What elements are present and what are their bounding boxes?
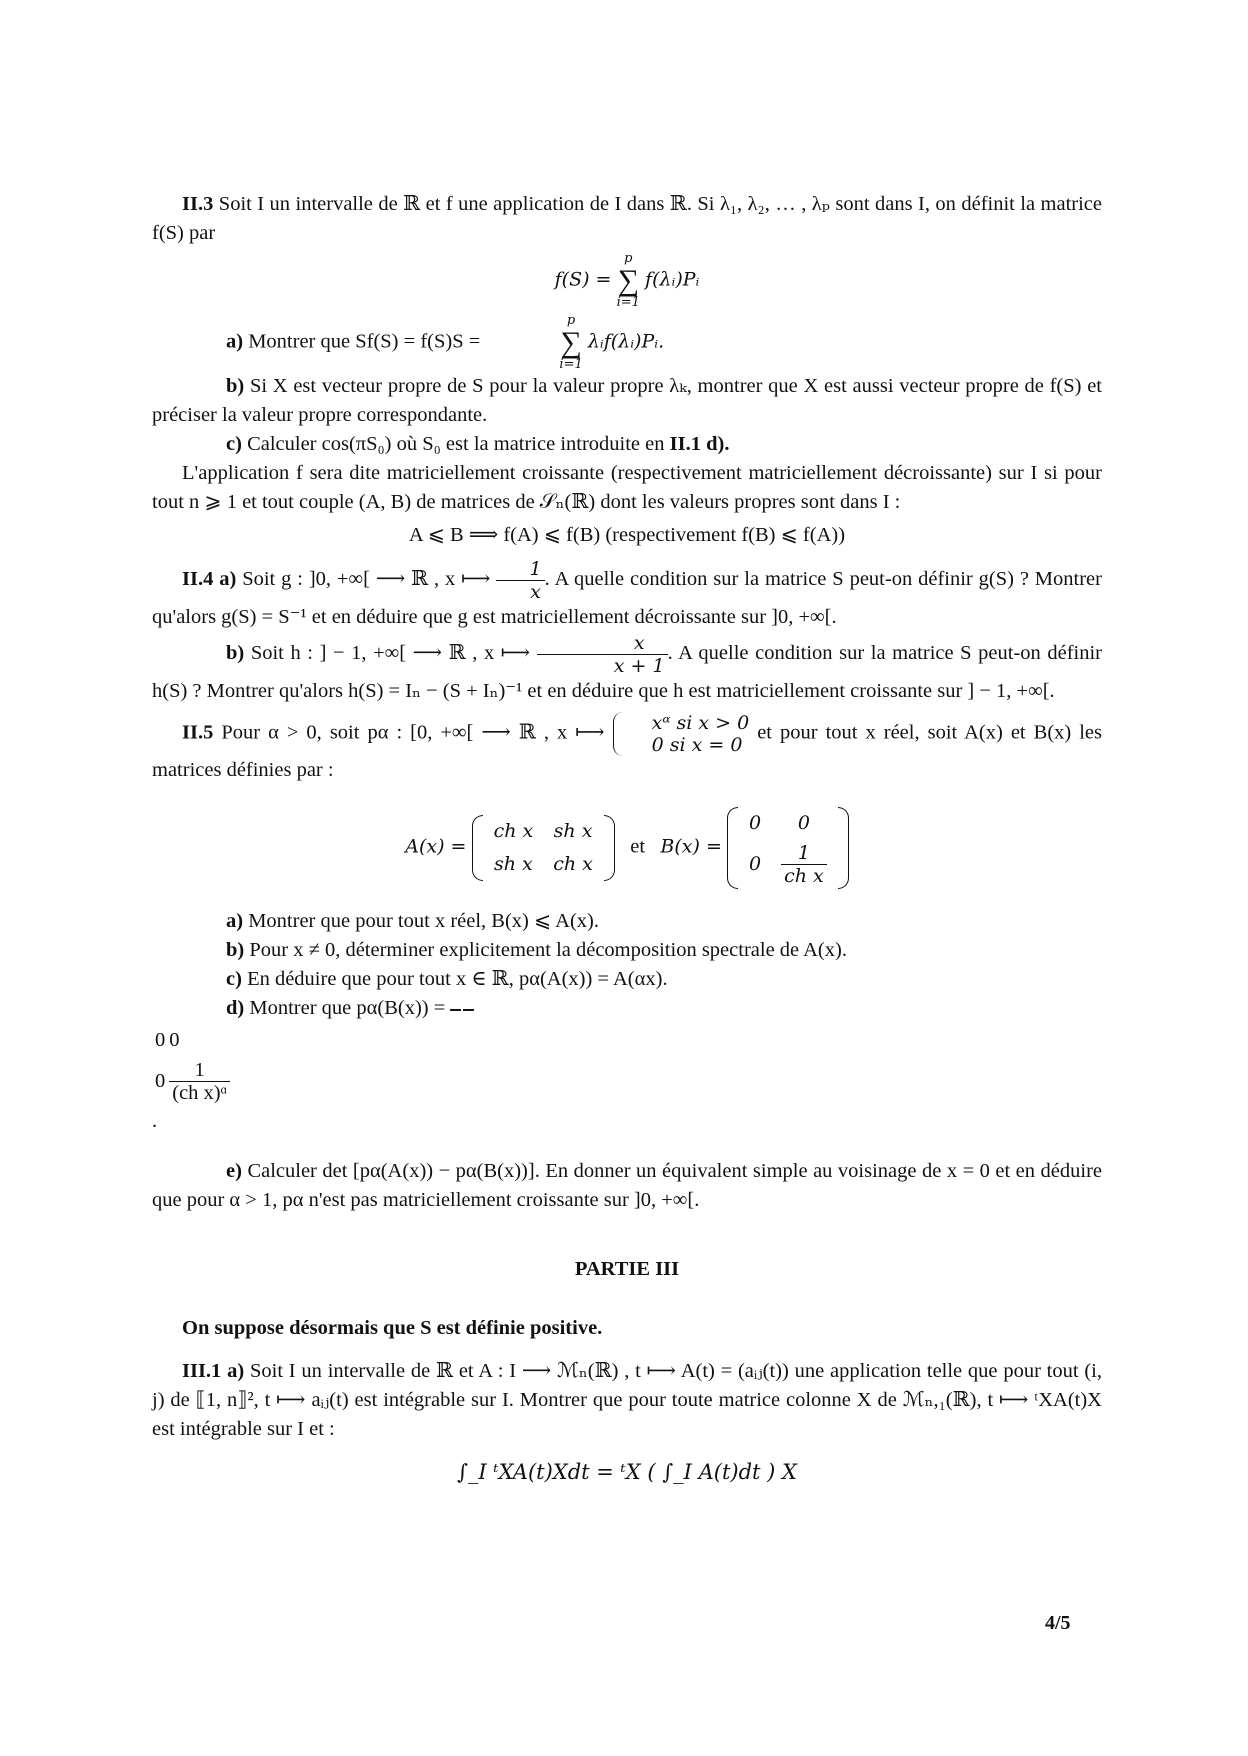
ii3-a bbox=[152, 314, 1102, 372]
ii5-b-label: b) bbox=[226, 939, 245, 961]
summation: p ∑ i=1 bbox=[485, 314, 582, 372]
fraction-denominator: x + 1 bbox=[613, 655, 665, 677]
ii5-d-text: Montrer que pα(B(x)) = bbox=[249, 997, 446, 1019]
ii3-c-label: c) bbox=[226, 433, 242, 455]
ii3-definition-implication: A ⩽ B ⟹ f(A) ⩽ f(B) (respectivement f(B) ⩽ f(A)) bbox=[408, 524, 846, 546]
matrix-B-22 bbox=[781, 842, 827, 887]
ii5-e bbox=[152, 1157, 1102, 1215]
ii3-c bbox=[152, 430, 1102, 459]
ii3-a-label: a) bbox=[226, 330, 244, 353]
ii5-a-text: Montrer que pour tout x réel, B(x) ⩽ A(x). bbox=[248, 910, 599, 932]
A-lhs: A(x) = bbox=[405, 835, 467, 858]
ii4-b-pre: Soit h : ] − 1, +∞[ ⟶ ℝ , x ⟼ bbox=[250, 642, 531, 665]
ii5-matrices bbox=[152, 807, 1102, 889]
ii5-c-text: En déduire que pour tout x ∈ ℝ, pα(A(x)) = A(αx). bbox=[247, 968, 668, 990]
matrix-B-12: 0 bbox=[797, 812, 810, 834]
ii3-eq-lhs: f(S) = bbox=[554, 268, 612, 291]
ii4-b-post: . A quelle condition sur la matrice S peut-on définir h(S) ? Montrer qu'alors h(S) = Iₙ − (S + Iₙ)⁻¹ et en déduire que h est matriciellement croissante sur ] − 1, +∞[. bbox=[152, 642, 1103, 702]
ii4-b bbox=[152, 632, 1102, 706]
ii3-c-ref: II.1 d). bbox=[669, 433, 730, 455]
iii1-integral-equation: ∫_I ᵗXA(t)Xdt = ᵗX ( ∫_I A(t)dt ) X bbox=[456, 1459, 797, 1484]
fraction-numerator: 1 bbox=[496, 558, 544, 581]
fraction-denominator: (ch x)ᵅ bbox=[172, 1082, 228, 1104]
ii3-a-text: Montrer que Sf(S) = f(S)S = bbox=[248, 330, 481, 353]
ii3-definition-equation bbox=[152, 252, 1102, 310]
ii3-b-label: b) bbox=[226, 375, 245, 397]
ii3-definition: L'application f sera dite matriciellement croissante (respectivement matriciellement décroissante) sur I si pour tout n ⩾ 1 et tout couple (A, B) de matrices de 𝒮ₙ(ℝ) dont les valeurs propres sont dans I : bbox=[152, 462, 1102, 513]
ii5-post: et pour tout x réel, soit A(x) et B(x) les matrices définies par : bbox=[152, 721, 1103, 781]
ii3-b bbox=[152, 372, 1102, 430]
matrix-pB-12: 0 bbox=[169, 1029, 180, 1051]
summation: p ∑ i=1 bbox=[616, 251, 640, 310]
sum-lower-limit: i=1 bbox=[616, 295, 640, 310]
ii5-b bbox=[152, 936, 1102, 965]
ii5-pre: Pour α > 0, soit pα : [0, +∞[ ⟶ ℝ , x ⟼ bbox=[221, 721, 605, 744]
sum-upper-limit: p bbox=[566, 313, 576, 328]
matrix-B-21: 0 bbox=[749, 853, 762, 875]
case-zero: 0 si x = 0 bbox=[651, 734, 743, 756]
B-lhs: B(x) = bbox=[660, 835, 722, 858]
iii1-label: III.1 a) bbox=[182, 1359, 245, 1382]
ii4-b-label: b) bbox=[226, 642, 245, 665]
ii3-b-text: Si X est vecteur propre de S pour la valeur propre λₖ, montrer que X est aussi vecteur propre de f(S) et préciser la valeur propre correspondante. bbox=[152, 375, 1103, 426]
matrix-pB-21: 0 bbox=[155, 1070, 166, 1092]
ii3-eq-rhs: f(λᵢ)Pᵢ bbox=[645, 268, 700, 291]
ii3-a-rhs: λᵢf(λᵢ)Pᵢ. bbox=[587, 330, 665, 353]
sum-upper-limit: p bbox=[624, 251, 633, 266]
document-page: II.3 Soit I un intervalle de ℝ et f une application de I dans ℝ. Si λ₁, λ₂, … , λₚ sont dans I, on définit la matrice f(S) par f(S) = p ∑ i=1 f(λᵢ)Pᵢ a) Montrer que Sf(S) = f(S)S = p ∑ i=1 λᵢf(λᵢ)Pᵢ. b) Si X est vecteur propre de S pour la valeur propre λₖ, montrer que X est aussi vecteur propre de f(S) et préciser la valeur propre correspondante. c) Calculer cos(πS₀) où S₀ est la matrice introduite en II.1 d). L'application f sera dite matriciellement croissante (respectivement matriciellement décroissante) sur I si pour tout n ⩾ 1 et tout couple (A, B) de matrices de 𝒮ₙ(ℝ) dont les valeurs propres sont dans I : A ⩽ B ⟹ f(A) ⩽ f(B) (respectivement f(B) ⩽ f(A)) II.4 a) Soit g : ]0, +∞[ ⟶ ℝ , x ⟼ $\frac{1}{x}$ . A quelle condition sur la matrice S peut-on définir g(S) ? Montrer qu'alors g(S) = S⁻¹ et en déduire que g est matriciellement décroissante sur ]0, +∞[. b) Soit h : ] − 1, +∞[ ⟶ ℝ , x ⟼ $\frac{x}{x + 1}$ . A quelle condition sur la matrice S peut-on définir h(S) ? Montrer qu'alors h(S) = Iₙ − (S + Iₙ)⁻¹ et en déduire que h est matriciellement croissante sur ] − 1, +∞[. II.5 Pour α > 0, soit pα : [0, +∞[ ⟶ ℝ , x ⟼ xᵅ si x > 0 0 si x = 0 et pour tout x réel, soit A(x) et B(x) les matrices définies par : A(x) = ch x sh x sh x ch x et B(x) = 0 0 0 $\frac{1}{\text{ch x}}$ a) Montrer que pour tout x réel, B(x) ⩽ A(x). b) Pour x ≠ 0, déterminer explicitement la décomposition spectrale de A(x). c) En déduire que pour tout x ∈ ℝ, pα(A(x)) = A(αx). d) Montrer que pα(B(x)) = 0 0 0 $\frac{1}{\text{(ch x)ᵅ}}$ . e) Calculer det [pα(A(x)) − pα(B(x))]. En donner un équivalent simple au voisinage de x = 0 et en déduire que pour α > 1, pα n'est pas matriciellement croissante sur ]0, +∞[. PARTIE III On suppose désormais que S est définie positive. III.1 a) Soit I un intervalle de ℝ et A : I ⟶ ℳₙ(ℝ) , t ⟼ A(t) = (aᵢⱼ(t)) une application telle que pour tout (i, j) de ⟦1, n⟧², t ⟼ aᵢⱼ(t) est intégrable sur I. Montrer que pour toute matrice colonne X de ℳₙ,₁(ℝ), t ⟼ ᵗXA(t)X est intégrable sur I et : ∫_I ᵗXA(t)Xdt = ᵗX ( ∫_I A(t)dt ) X bbox=[152, 190, 1102, 1491]
and-word: et bbox=[630, 835, 646, 858]
ii5-c bbox=[152, 965, 1102, 994]
ii4-a-post: . A quelle condition sur la matrice S peut-on définir g(S) ? Montrer qu'alors g(S) = S⁻¹ et en déduire que g est matriciellement décroissante sur ]0, +∞[. bbox=[152, 568, 1102, 628]
ii3-intro bbox=[152, 190, 1102, 248]
matrix-A-21: sh x bbox=[494, 853, 533, 875]
ii5-e-label: e) bbox=[226, 1159, 242, 1182]
fraction-one-over-x bbox=[496, 558, 544, 603]
ii5-a bbox=[152, 907, 1102, 936]
matrix-A-22: ch x bbox=[553, 853, 593, 875]
part-three-title: PARTIE III bbox=[574, 1257, 680, 1280]
matrix-B bbox=[727, 807, 849, 889]
ii5-d bbox=[152, 994, 1102, 1023]
ii3-intro-text: Soit I un intervalle de ℝ et f une application de I dans ℝ. Si λ₁, λ₂, … , λₚ sont dans I, on définit la matrice f(S) par bbox=[152, 193, 1103, 244]
ii4-label: II.4 a) bbox=[182, 568, 237, 591]
page-number: 4/5 bbox=[1045, 1612, 1071, 1634]
matrix-pB-22 bbox=[169, 1059, 230, 1104]
ii5-d-label: d) bbox=[226, 997, 245, 1019]
fraction-numerator: x bbox=[537, 632, 668, 655]
ii4-a-pre: Soit g : ]0, +∞[ ⟶ ℝ , x ⟼ bbox=[242, 568, 491, 591]
iii1-text: Soit I un intervalle de ℝ et A : I ⟶ ℳₙ(ℝ) , t ⟼ A(t) = (aᵢⱼ(t)) une application telle que pour tout (i, j) de ⟦1, n⟧², t ⟼ aᵢⱼ(t) est intégrable sur I. Montrer que pour toute matrice colonne X de ℳₙ,₁(ℝ), t ⟼ ᵗXA(t)X est intégrable sur I et : bbox=[152, 1359, 1103, 1440]
ii5-e-text: Calculer det [pα(A(x)) − pα(B(x))]. En donner un équivalent simple au voisinage de x = 0 et en déduire que pour α > 1, pα n'est pas matriciellement croissante sur ]0, +∞[. bbox=[152, 1159, 1102, 1211]
matrix-pB-11: 0 bbox=[155, 1029, 166, 1051]
iii1-a bbox=[152, 1357, 1102, 1444]
matrix-B-11: 0 bbox=[749, 812, 762, 834]
ii3-label: II.3 bbox=[182, 193, 214, 215]
part-three-hypothesis: On suppose désormais que S est définie positive. bbox=[182, 1316, 603, 1339]
ii5-c-label: c) bbox=[226, 968, 242, 990]
matrix-A-11: ch x bbox=[493, 820, 534, 842]
fraction-numerator: 1 bbox=[781, 842, 827, 865]
case-positive: xᵅ si x > 0 bbox=[651, 712, 750, 734]
ii5-label: II.5 bbox=[182, 721, 214, 744]
ii3-c-text: Calculer cos(πS₀) où S₀ est la matrice introduite en bbox=[247, 433, 665, 455]
ii5-b-text: Pour x ≠ 0, déterminer explicitement la décomposition spectrale de A(x). bbox=[249, 939, 847, 961]
matrix-A bbox=[472, 815, 615, 881]
ii5-intro bbox=[152, 712, 1102, 785]
fraction-denominator: x bbox=[530, 581, 541, 603]
ii5-a-label: a) bbox=[226, 910, 244, 932]
fraction-x-over-x-plus-1 bbox=[537, 632, 668, 677]
piecewise-definition bbox=[613, 712, 750, 756]
matrix-A-12: sh x bbox=[553, 820, 593, 842]
fraction-denominator: ch x bbox=[784, 865, 824, 887]
fraction-numerator: 1 bbox=[169, 1059, 230, 1082]
ii4-a bbox=[152, 558, 1102, 632]
sum-lower-limit: i=1 bbox=[559, 357, 583, 372]
